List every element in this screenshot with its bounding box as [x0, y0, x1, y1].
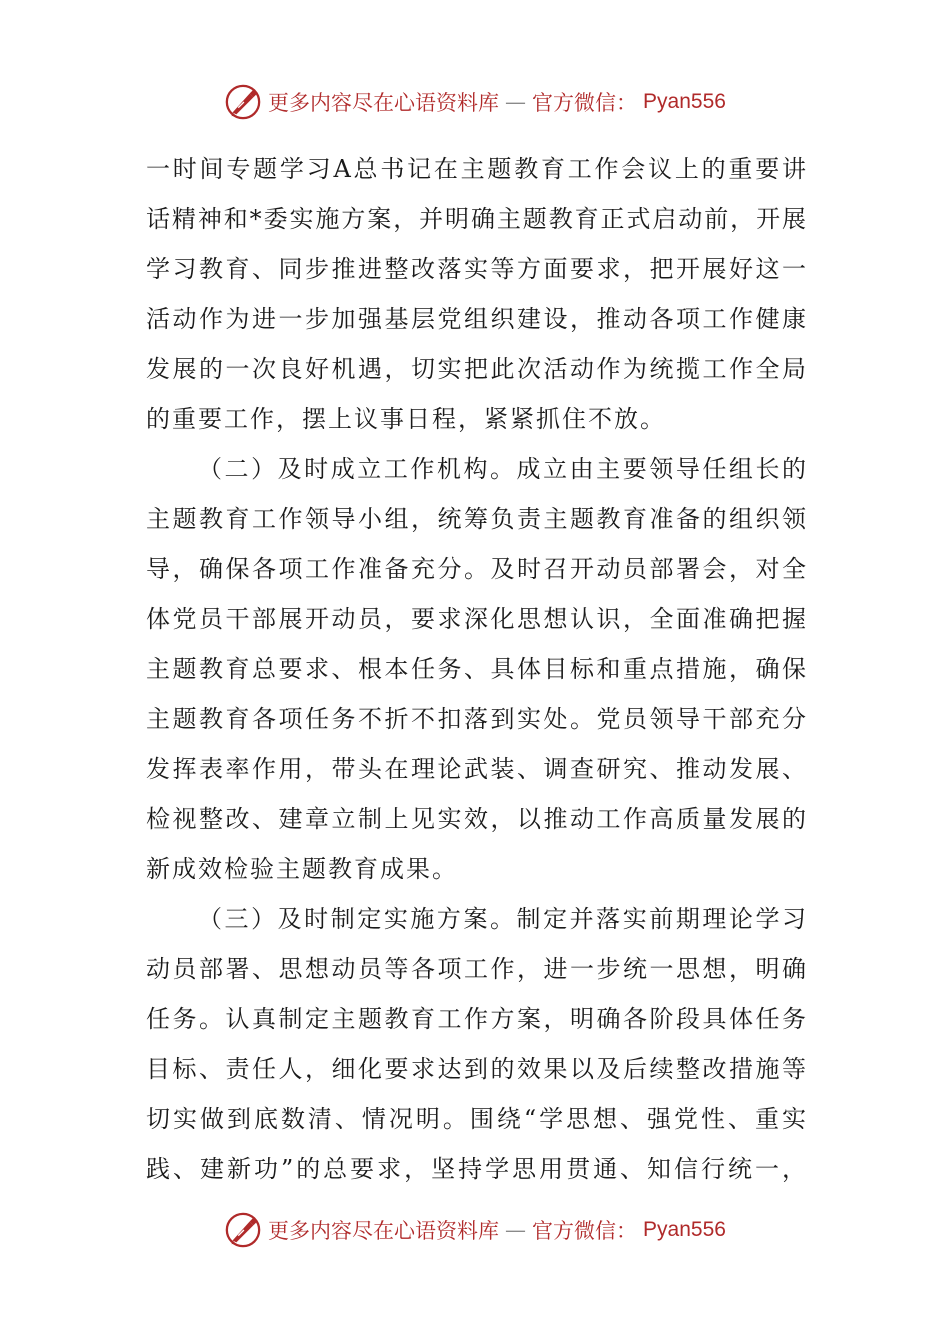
watermark-separator: —	[505, 1218, 527, 1242]
text-line: 发挥表率作用，带头在理论武装、调查研究、推动发展、	[146, 755, 806, 783]
text-line: 目标、责任人，细化要求达到的效果以及后续整改措施等	[146, 1055, 806, 1083]
text-line: 话精神和*委实施方案，并明确主题教育正式启动前，开展	[146, 205, 806, 233]
text-line: 学习教育、同步推进整改落实等方面要求，把开展好这一	[146, 255, 806, 283]
text-line: 主题教育工作领导小组，统筹负责主题教育准备的组织领	[146, 505, 806, 533]
footer-watermark	[0, 1210, 950, 1250]
text-line: 主题教育总要求、根本任务、具体目标和重点措施，确保	[146, 655, 806, 683]
watermark-brand: 更多内容尽在心语资料库	[268, 1219, 500, 1243]
pen-nib-logo-icon	[224, 1211, 262, 1249]
text-line: 活动作为进一步加强基层党组织建设，推动各项工作健康	[146, 305, 806, 333]
text-line: 切实做到底数清、情况明。围绕“学思想、强党性、重实	[146, 1105, 806, 1133]
text-line: （二）及时成立工作机构。成立由主要领导任组长的	[198, 455, 806, 483]
watermark-contact-id: Pyan556	[643, 90, 726, 113]
watermark-contact-label: 官方微信：	[532, 1219, 638, 1243]
text-line: 践、建新功”的总要求，坚持学思用贯通、知信行统一，	[146, 1155, 806, 1183]
text-line: 动员部署、思想动员等各项工作，进一步统一思想，明确	[146, 955, 806, 983]
text-line: 检视整改、建章立制上见实效，以推动工作高质量发展的	[146, 805, 806, 833]
document-body	[146, 144, 806, 1194]
watermark-separator: —	[505, 90, 527, 114]
text-line: 导，确保各项工作准备充分。及时召开动员部署会，对全	[146, 555, 806, 583]
text-line: 发展的一次良好机遇，切实把此次活动作为统揽工作全局	[146, 355, 806, 383]
text-line: 任务。认真制定主题教育工作方案，明确各阶段具体任务	[146, 1005, 806, 1033]
text-line: 一时间专题学习A总书记在主题教育工作会议上的重要讲	[146, 155, 806, 183]
header-watermark	[0, 82, 950, 122]
text-line: 体党员干部展开动员，要求深化思想认识，全面准确把握	[146, 605, 806, 633]
pen-nib-logo-icon	[224, 83, 262, 121]
text-line: 主题教育各项任务不折不扣落到实处。党员领导干部充分	[146, 705, 806, 733]
watermark-contact-label: 官方微信：	[532, 91, 638, 115]
watermark-brand: 更多内容尽在心语资料库	[268, 91, 500, 115]
text-line: （三）及时制定实施方案。制定并落实前期理论学习	[198, 905, 806, 933]
watermark-contact-id: Pyan556	[643, 1218, 726, 1241]
text-line: 新成效检验主题教育成果。	[146, 855, 458, 883]
text-line: 的重要工作，摆上议事日程，紧紧抓住不放。	[146, 405, 666, 433]
